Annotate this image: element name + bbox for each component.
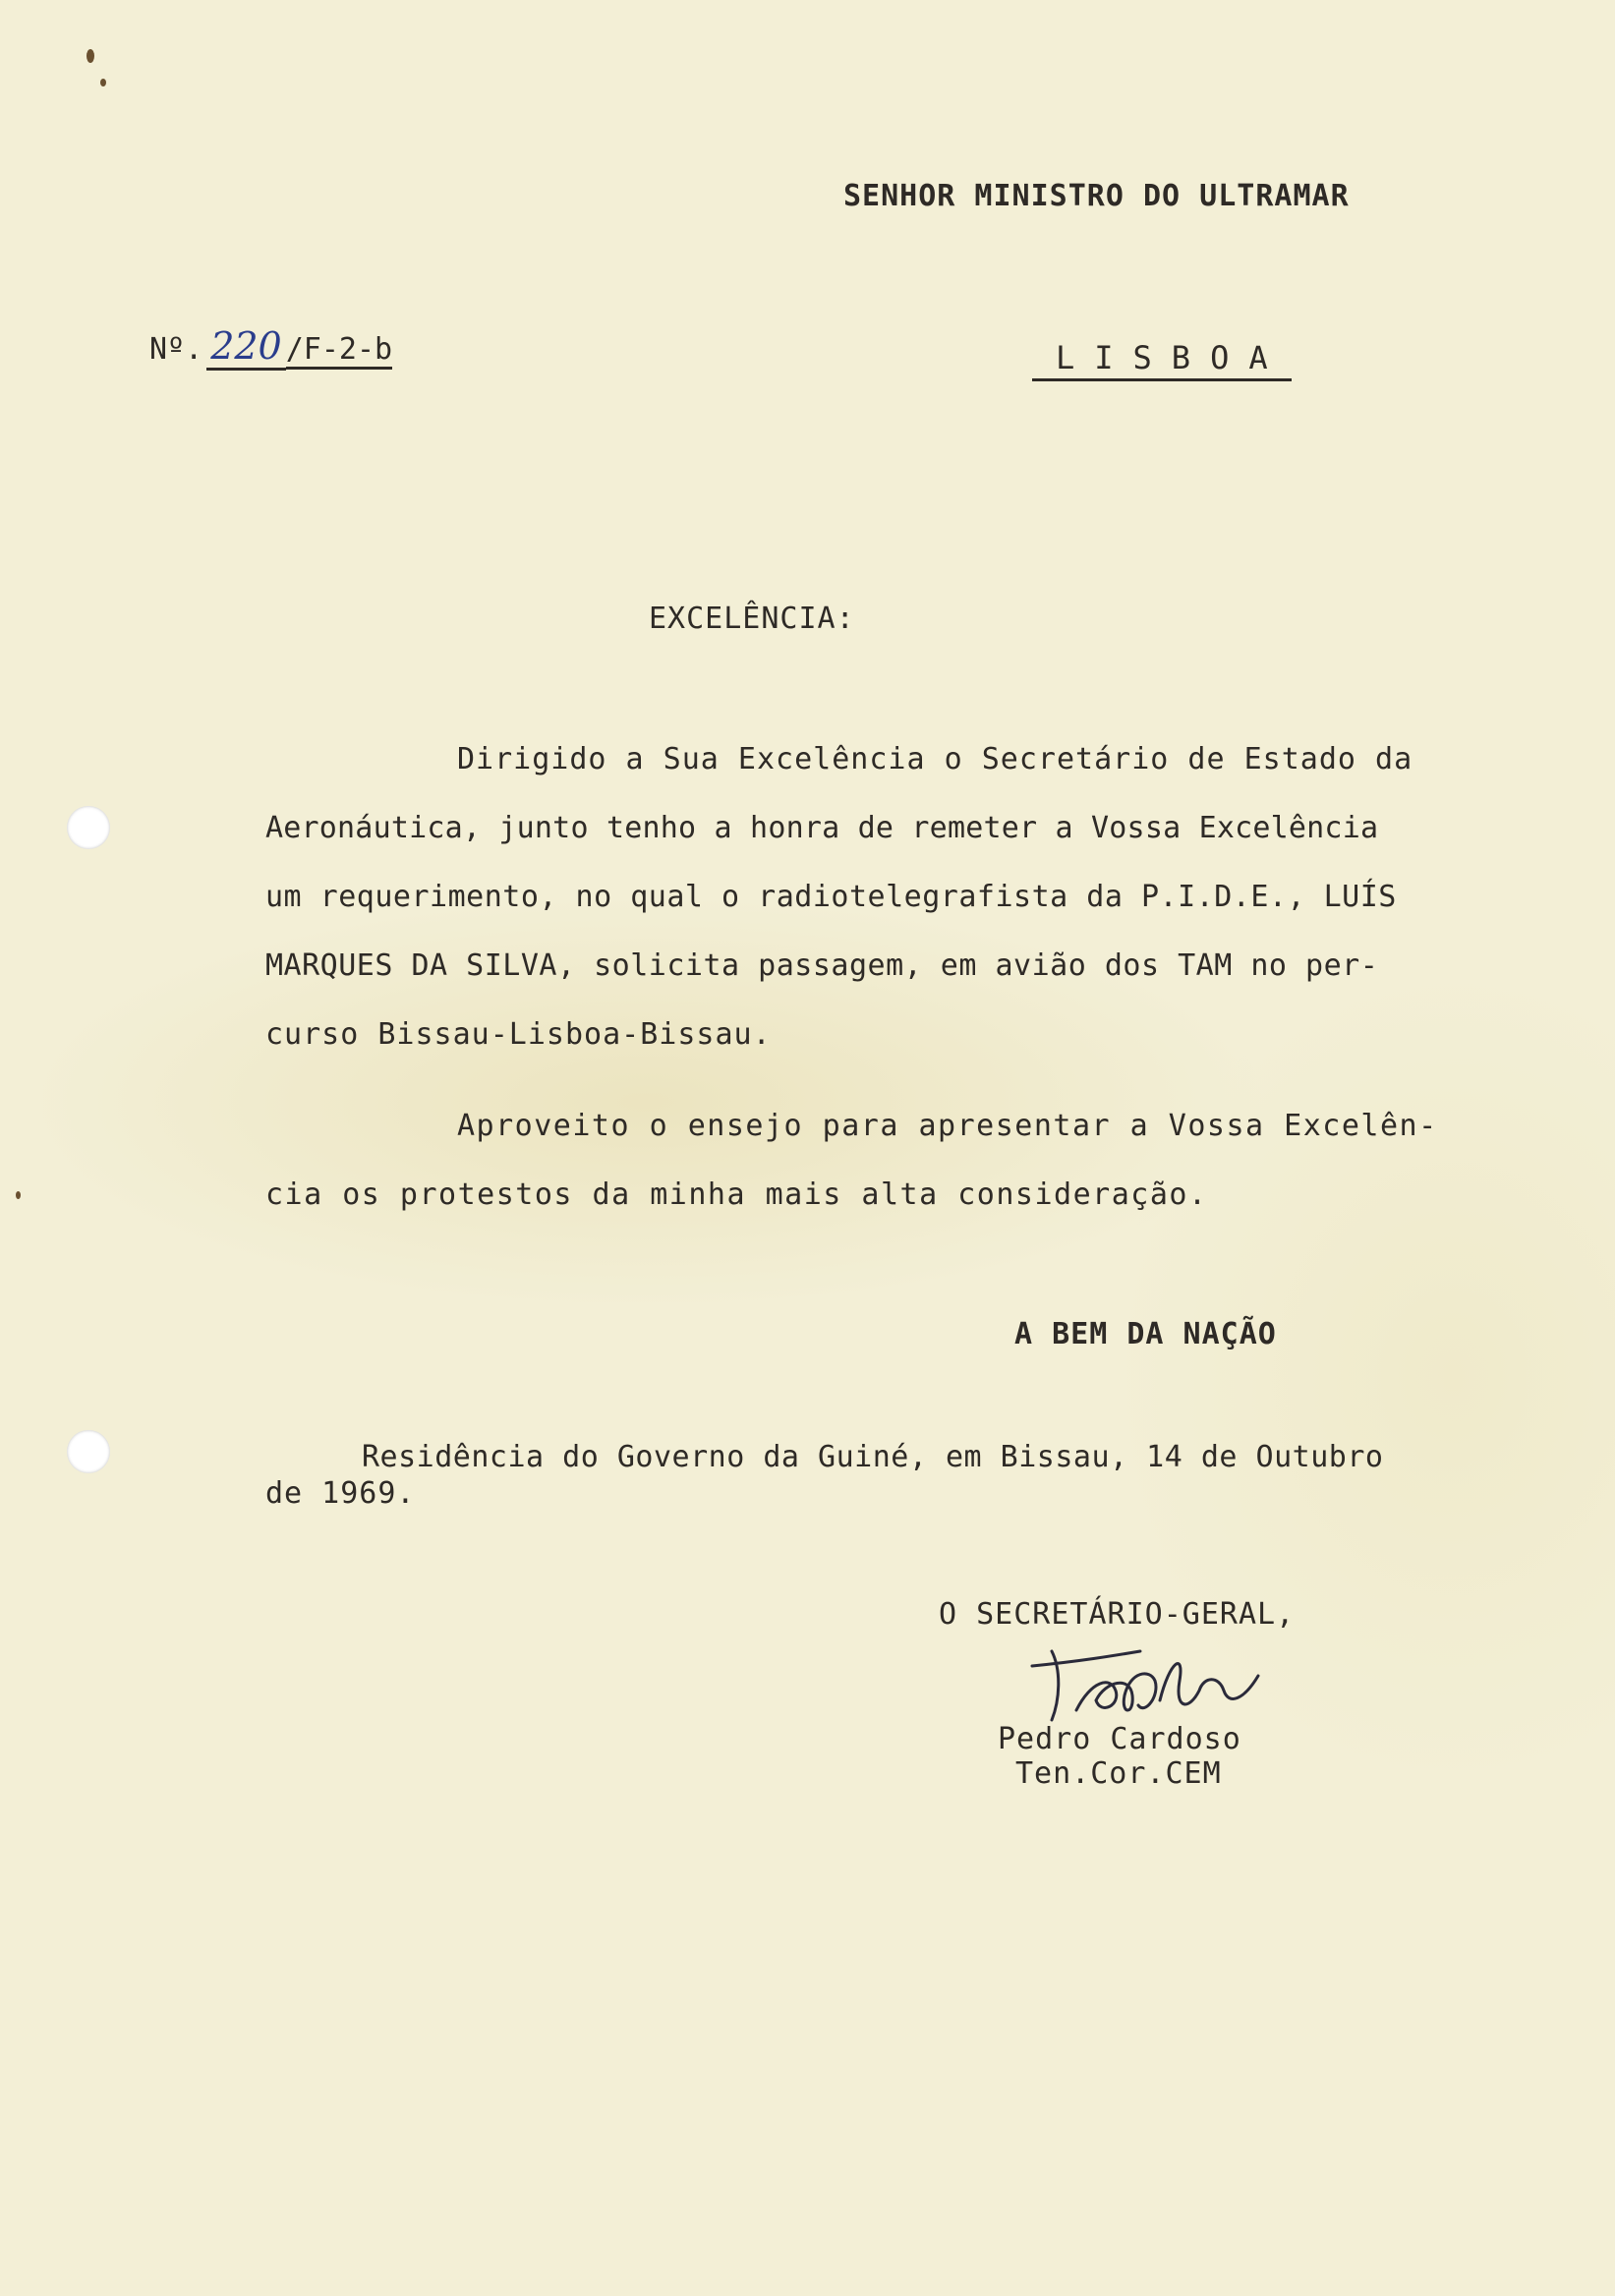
paper-speck (100, 79, 106, 86)
destination-city: LISBOA (1032, 339, 1292, 381)
addressee: SENHOR MINISTRO DO ULTRAMAR (843, 179, 1350, 213)
body-line: MARQUES DA SILVA, solicita passagem, em avião dos TAM no per- (265, 948, 1379, 983)
body-line: Aeronáutica, junto tenho a honra de remeter a Vossa Excelência (265, 811, 1379, 845)
place-date-line: de 1969. (265, 1476, 416, 1511)
body-line: um requerimento, no qual o radiotelegrafista da P.I.D.E., LUÍS (265, 880, 1397, 914)
body-line: Dirigido a Sua Excelência o Secretário de Estado da (457, 742, 1413, 776)
body-line: Aproveito o ensejo para apresentar a Vossa Excelên- (457, 1109, 1438, 1143)
reference-number-handwritten: 220 (206, 324, 286, 371)
place-date-line: Residência do Governo da Guiné, em Bissau, 14 de Outubro (362, 1440, 1384, 1474)
signatory-name: Pedro Cardoso (998, 1722, 1241, 1756)
reference-prefix: Nº. (149, 332, 203, 367)
signatory-title: O SECRETÁRIO-GERAL, (939, 1597, 1296, 1632)
punch-hole-top (67, 806, 110, 849)
closing-motto: A BEM DA NAÇÃO (1014, 1317, 1277, 1351)
reference-line (149, 324, 392, 371)
body-line: cia os protestos da minha mais alta consideração. (265, 1177, 1208, 1212)
paper-speck (16, 1191, 21, 1199)
handwritten-signature (1022, 1622, 1278, 1730)
body-line: curso Bissau-Lisboa-Bissau. (265, 1017, 772, 1052)
reference-suffix: /F-2-b (286, 332, 392, 370)
punch-hole-bottom (67, 1430, 110, 1473)
salutation: EXCELÊNCIA: (649, 602, 855, 636)
paper-speck (87, 49, 94, 63)
signatory-rank: Ten.Cor.CEM (1015, 1756, 1222, 1791)
